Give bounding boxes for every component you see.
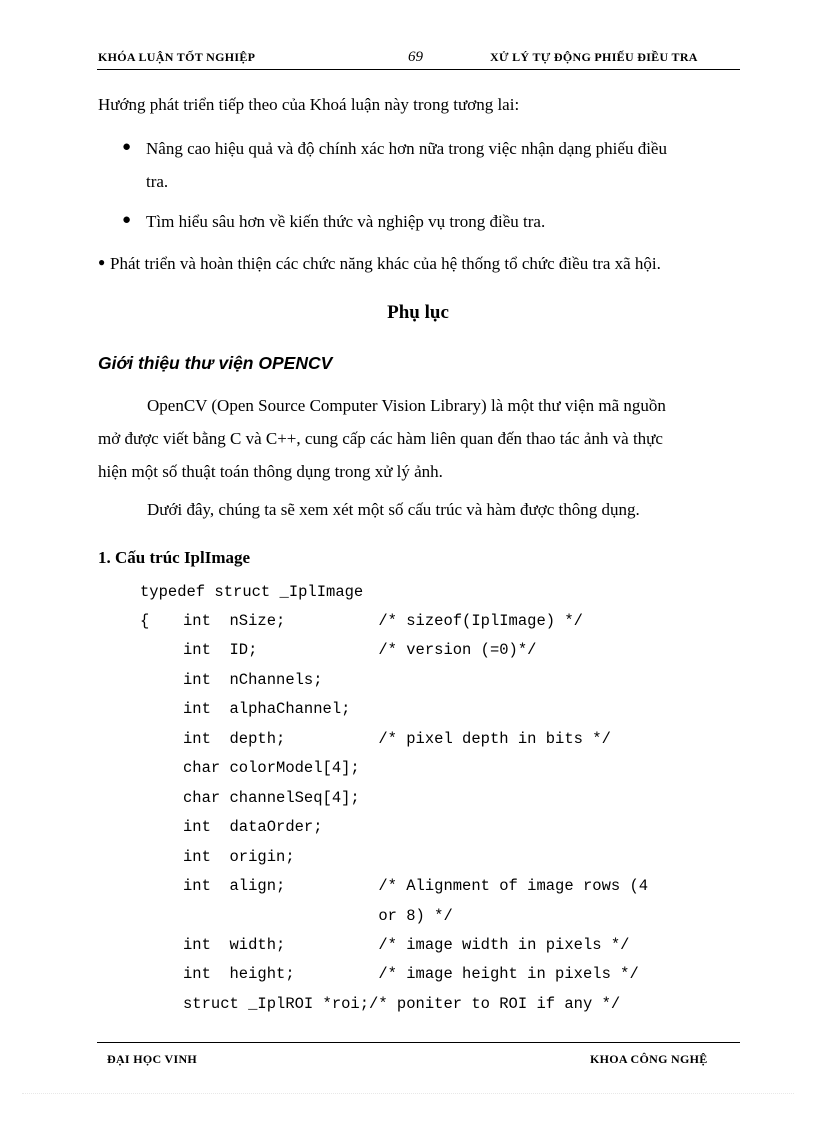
para1-line-1: OpenCV (Open Source Computer Vision Library) là một thư viện mã nguồn <box>147 396 666 415</box>
section-title: Giới thiệu thư viện OPENCV <box>98 353 333 373</box>
code-line: int ID; /* version (=0)*/ <box>183 641 537 659</box>
bullet-1-line-1: Nâng cao hiệu quả và độ chính xác hơn nữa trong việc nhận dạng phiếu điều <box>146 139 667 158</box>
header-left: KHÓA LUẬN TỐT NGHIỆP <box>98 50 256 64</box>
appendix-title: Phụ lục <box>387 302 449 323</box>
code-line: int origin; <box>183 848 295 866</box>
code-line: struct _IplROI *roi;/* poniter to ROI if any */ <box>183 995 621 1013</box>
intro-text: Hướng phát triển tiếp theo của Khoá luận này trong tương lai: <box>98 95 520 114</box>
footer-left: ĐẠI HỌC VINH <box>107 1052 198 1066</box>
code-line: char channelSeq[4]; <box>183 789 360 807</box>
code-line: int dataOrder; <box>183 818 323 836</box>
para1-line-3: hiện một số thuật toán thông dụng trong xử lý ảnh. <box>98 462 443 481</box>
code-line: char colorModel[4]; <box>183 759 360 777</box>
code-line: typedef struct _IplImage <box>140 583 364 601</box>
bullet-2: Tìm hiểu sâu hơn về kiến thức và nghiệp vụ trong điều tra. <box>146 212 546 231</box>
code-line: or 8) */ <box>183 907 453 925</box>
code-line: int depth; /* pixel depth in bits */ <box>183 730 611 748</box>
header-rule <box>97 69 740 70</box>
subsection-title: 1. Cấu trúc IplImage <box>98 548 251 567</box>
bullet-dot-icon: ● <box>98 255 106 269</box>
code-line: int alphaChannel; <box>183 700 351 718</box>
code-line: int height; /* image height in pixels */ <box>183 965 639 983</box>
para1-line-2: mở được viết bằng C và C++, cung cấp các hàm liên quan đến thao tác ảnh và thực <box>98 429 663 448</box>
footer-right: KHOA CÔNG NGHỆ <box>590 1052 708 1066</box>
code-line: int nSize; /* sizeof(IplImage) */ <box>183 612 583 630</box>
code-line: int nChannels; <box>183 671 323 689</box>
bullet-3: Phát triển và hoàn thiện các chức năng khác của hệ thống tổ chức điều tra xã hội. <box>110 254 661 273</box>
header-right: XỬ LÝ TỰ ĐỘNG PHIẾU ĐIỀU TRA <box>490 50 698 64</box>
para2: Dưới đây, chúng ta sẽ xem xét một số cấu trúc và hàm được thông dụng. <box>147 500 640 519</box>
bullet-dot-icon: ● <box>122 139 132 155</box>
page-bottom-divider <box>22 1093 794 1094</box>
page-number: 69 <box>408 49 423 65</box>
code-line: int align; /* Alignment of image rows (4 <box>183 877 649 895</box>
footer-rule <box>97 1042 740 1043</box>
bullet-dot-icon: ● <box>122 212 132 228</box>
bullet-1-line-2: tra. <box>146 172 169 191</box>
code-line: int width; /* image width in pixels */ <box>183 936 630 954</box>
code-brace: { <box>140 612 150 630</box>
